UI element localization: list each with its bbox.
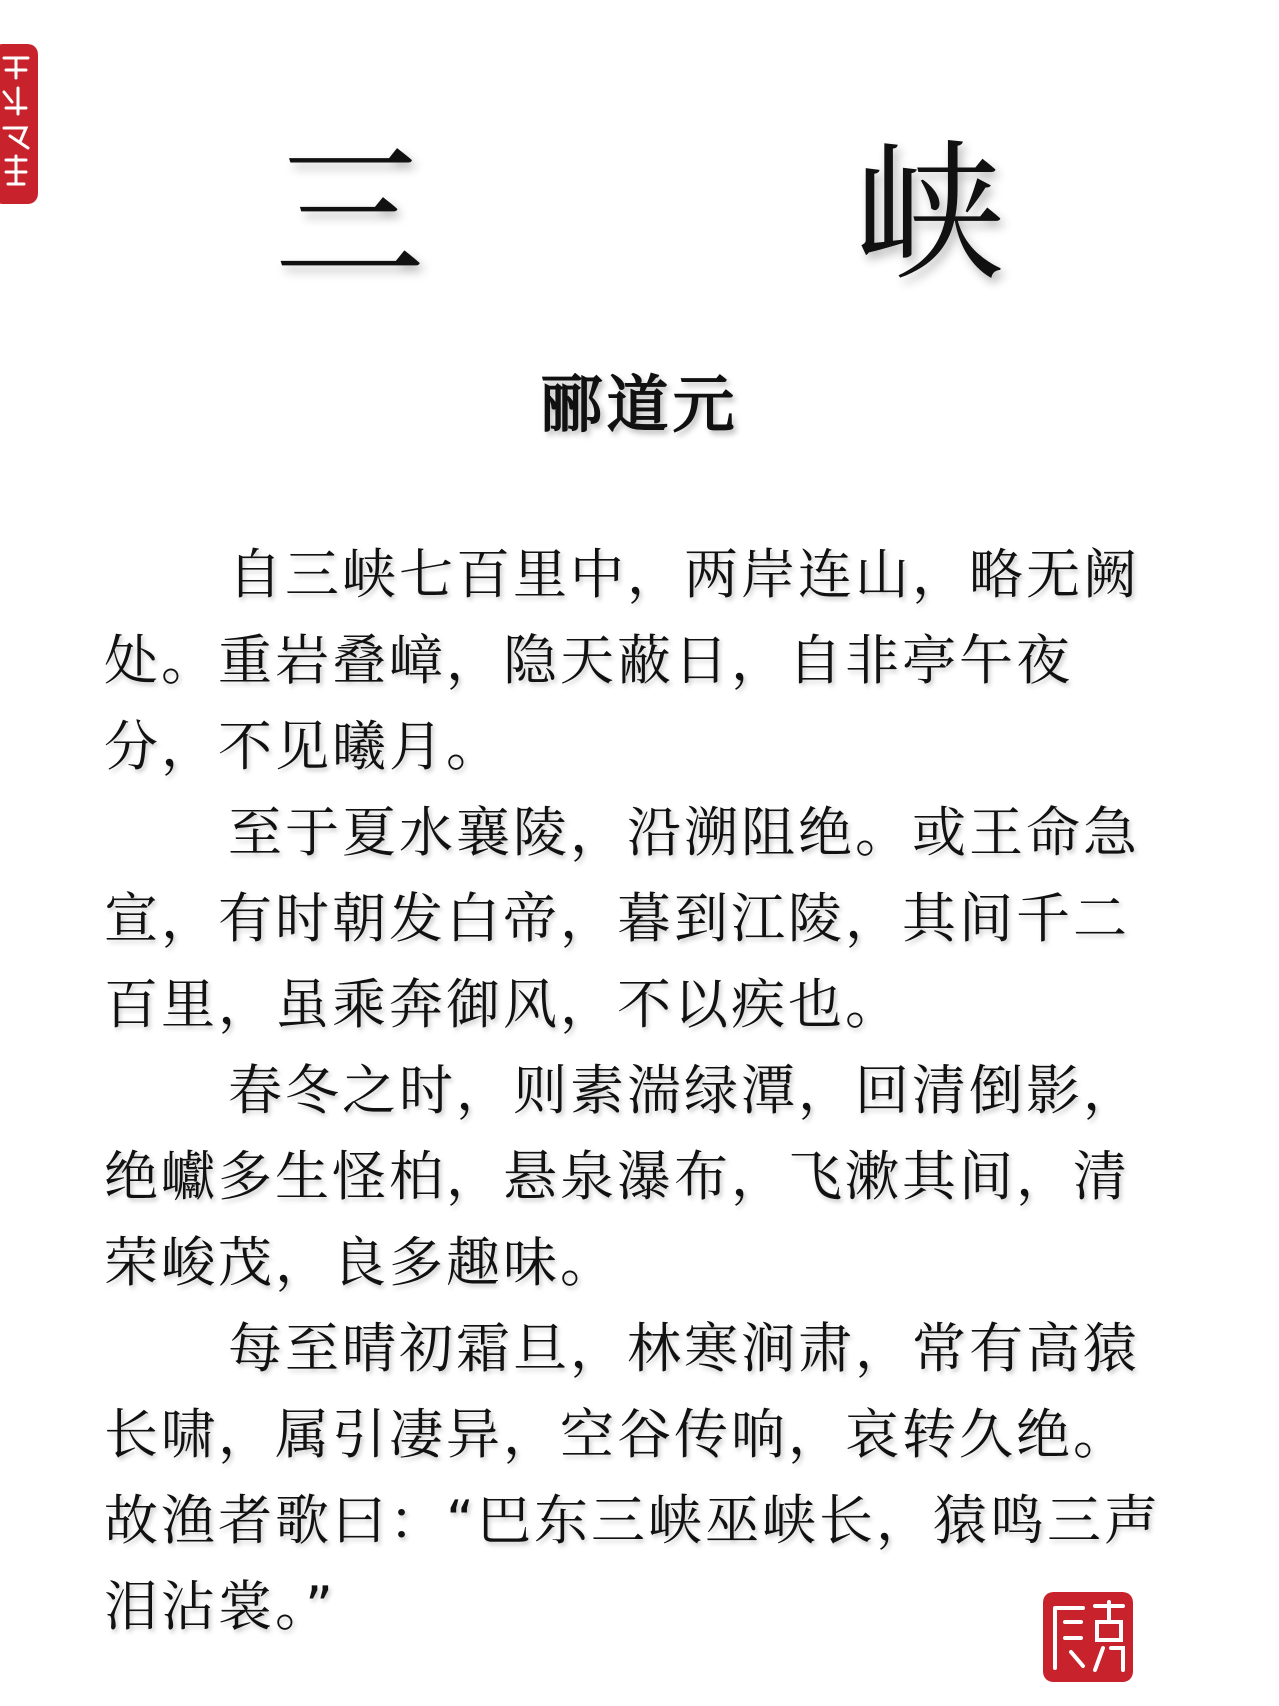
poem-title: 三 峡	[274, 128, 1145, 302]
seal-stamp-bottom-icon	[1043, 1592, 1133, 1682]
poem-body	[104, 532, 1164, 1650]
paragraph: 春冬之时，则素湍绿潭，回清倒影，绝巘多生怪柏，悬泉瀑布，飞漱其间，清荣峻茂，良多趣味。	[104, 1059, 1140, 1294]
paragraph: 至于夏水襄陵，沿溯阻绝。或王命急宣，有时朝发白帝，暮到江陵，其间千二百里，虽乘奔御风，不以疾也。	[104, 801, 1140, 1036]
paragraph: 每至晴初霜旦，林寒涧肃，常有高猿长啸，属引凄异，空谷传响，哀转久绝。故渔者歌曰：“巴东三峡巫峡长，猿鸣三声泪沾裳。”	[104, 1317, 1161, 1638]
poem-author: 郦道元	[540, 368, 739, 441]
paragraph: 自三峡七百里中，两岸连山，略无阙处。重岩叠嶂，隐天蔽日，自非亭午夜分，不见曦月。	[104, 543, 1140, 778]
